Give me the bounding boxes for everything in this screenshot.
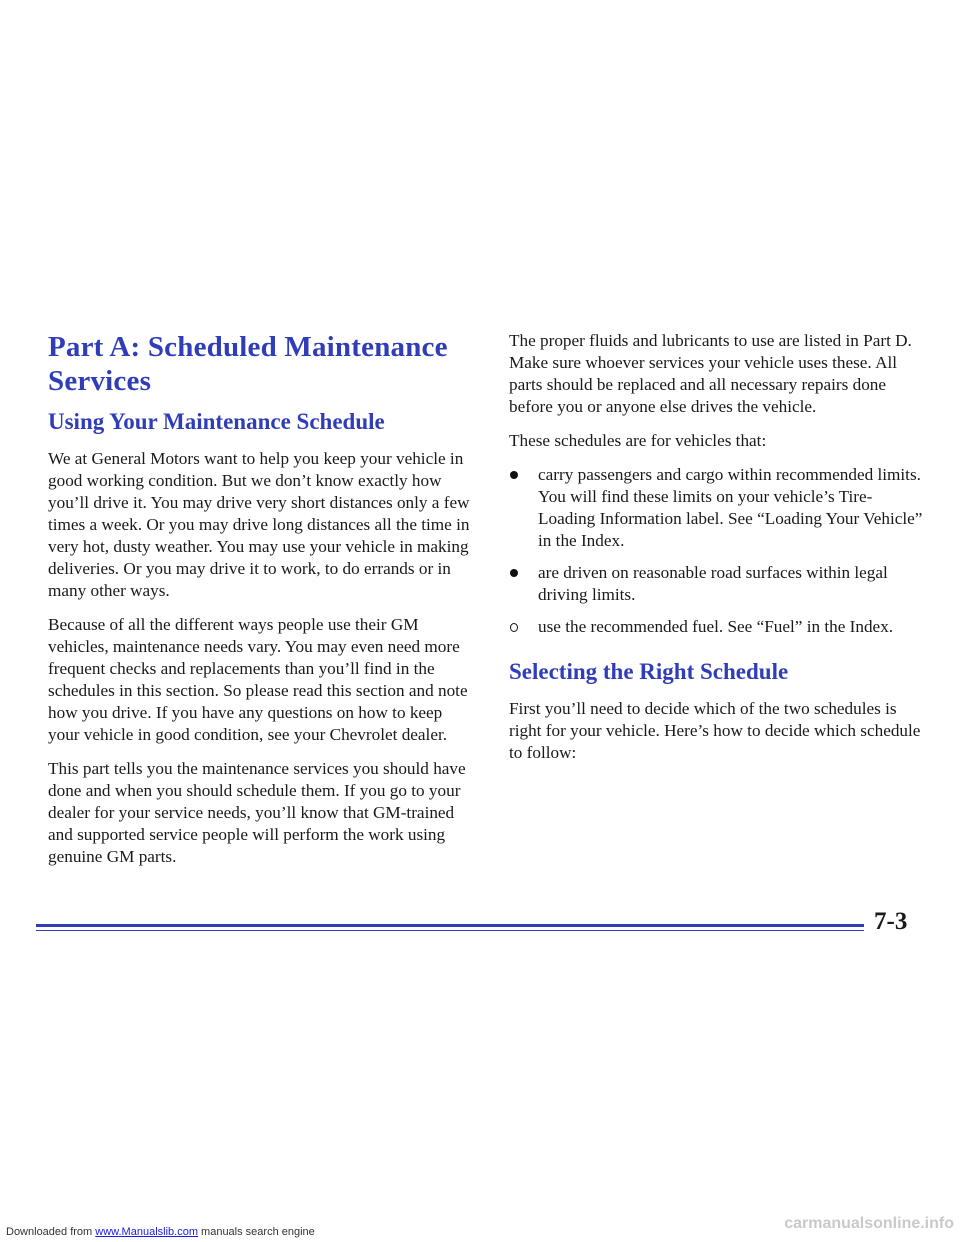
list-item-text: are driven on reasonable road surfaces within legal driving limits.	[538, 563, 888, 604]
footer-rule	[36, 924, 864, 927]
section-title: Part A: Scheduled Maintenance Services	[48, 331, 448, 397]
download-note	[6, 1226, 315, 1238]
section-subtitle: Selecting the Right Schedule	[509, 659, 789, 684]
bullet-icon	[510, 623, 518, 632]
fluids-paragraph: The proper fluids and lubricants to use are listed in Part D. Make sure whoever services your vehicle uses these. All parts should be replaced and all necessary repairs done before you or anyone else drives the vehicle.	[509, 331, 912, 416]
vehicle-conditions-list	[509, 464, 929, 638]
left-column	[48, 330, 478, 880]
right-column	[509, 330, 929, 776]
section-subtitle: Using Your Maintenance Schedule	[48, 409, 385, 434]
page-number: 7-3	[874, 908, 908, 935]
list-item	[509, 616, 929, 638]
watermark: carmanualsonline.info	[784, 1215, 954, 1232]
bullet-icon	[510, 471, 518, 479]
download-suffix: manuals search engine	[197, 1226, 315, 1238]
needs-paragraph: Because of all the different ways people use their GM vehicles, maintenance needs vary. You may even need more frequent checks and replacements than you’ll find in the schedules in this section. So please read this section and note how you drive. If you have any questions on how to keep your vehicle in good condition, see your Chevrolet dealer.	[48, 615, 468, 744]
manualslib-link[interactable]: www.Manualslib.com	[95, 1226, 198, 1238]
footer-rule-thin	[36, 930, 864, 931]
intro-paragraph: We at General Motors want to help you keep your vehicle in good working condition. But we don’t know exactly how you’ll drive it. You may drive very short distances only a few times a week. Or you may drive long distances all the time in very hot, dusty weather. You may use your vehicle in making deliveries. Or you may drive it to work, to do errands or in many other ways.	[48, 449, 470, 600]
list-item	[509, 464, 929, 552]
list-item-text: use the recommended fuel. See “Fuel” in the Index.	[538, 617, 894, 636]
closing-paragraph: First you’ll need to decide which of the two schedules is right for your vehicle. Here’s how to decide which schedule to follow:	[509, 699, 921, 762]
services-paragraph: This part tells you the maintenance services you should have done and when you should schedule them. If you go to your dealer for your service needs, you’ll know that GM-trained and supported service people will perform the work using genuine GM parts.	[48, 759, 466, 866]
bullet-icon	[510, 569, 518, 577]
schedules-intro: These schedules are for vehicles that:	[509, 431, 767, 450]
list-item-text: carry passengers and cargo within recommended limits. You will find these limits on your vehicle’s Tire-Loading Information label. See “Loading Your Vehicle” in the Index.	[538, 465, 923, 550]
download-prefix: Downloaded from	[6, 1226, 96, 1238]
list-item	[509, 562, 929, 606]
